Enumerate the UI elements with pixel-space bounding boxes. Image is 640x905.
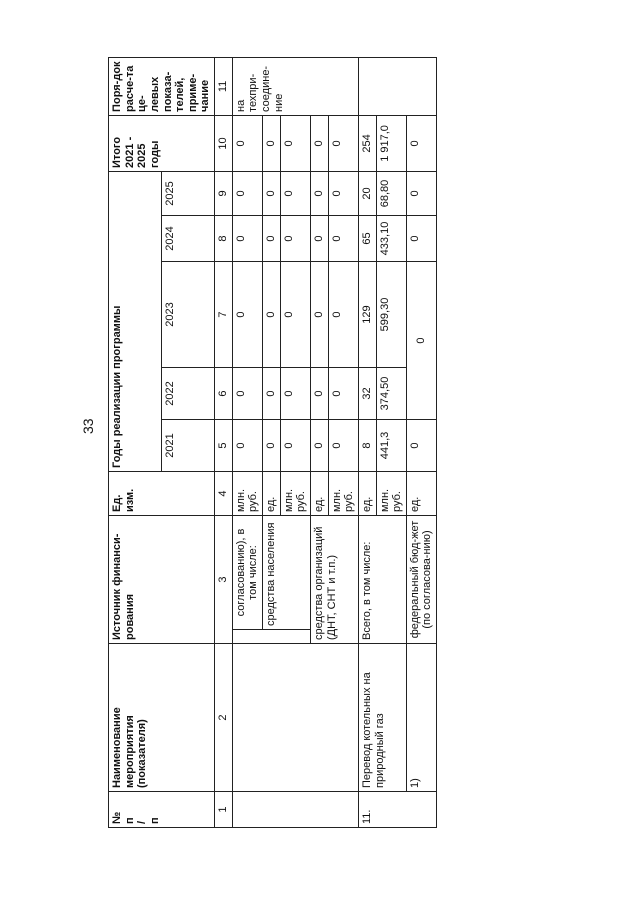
cell-value: 0: [310, 262, 328, 368]
cell-value: 0: [280, 420, 310, 472]
cell-value: 65: [358, 216, 376, 262]
table-row: [406, 57, 436, 827]
col-num-6: 6: [215, 368, 233, 420]
cell-unit: ед.: [406, 472, 436, 516]
cell-value: 0: [406, 262, 436, 420]
cell-value: 599,30: [376, 262, 406, 368]
year-2025: 2025: [162, 171, 215, 215]
year-2022: 2022: [162, 368, 215, 420]
cell-value: 0: [310, 368, 328, 420]
cell-value: 129: [358, 262, 376, 368]
header-source: Источник финанси-рования: [109, 516, 215, 644]
cell-value: 68,80: [376, 171, 406, 215]
cell-unit: млн. руб.: [280, 472, 310, 516]
header-years-title: Годы реализации программы: [109, 171, 162, 471]
cell-value: 0: [328, 368, 358, 420]
col-num-10: 10: [215, 115, 233, 171]
cell-value: 0: [310, 216, 328, 262]
cell-value: 0: [232, 420, 262, 472]
cell-value: 0: [328, 262, 358, 368]
year-2023: 2023: [162, 262, 215, 368]
cell-total: 0: [280, 115, 310, 171]
cell-unit: млн. руб.: [232, 472, 262, 516]
cell-value: 0: [232, 171, 262, 215]
cell-source: средства населения: [263, 516, 311, 630]
cell-total: 1 917,0: [376, 115, 406, 171]
cell-value: 433,10: [376, 216, 406, 262]
cell-value: 441,3: [376, 420, 406, 472]
cell-source: Всего, в том числе:: [358, 516, 406, 644]
cell-total: 0: [406, 115, 436, 171]
cell-value: 374,50: [376, 368, 406, 420]
col-num-4: 4: [215, 472, 233, 516]
header-note: Поря-док расче-та це-левых показа-телей, приме-чание: [109, 57, 215, 115]
col-num-9: 9: [215, 171, 233, 215]
header-no: № п / п: [109, 792, 215, 828]
cell-value: 20: [358, 171, 376, 215]
table-row: [232, 57, 262, 827]
cell-unit: ед.: [263, 472, 281, 516]
cell-value: 0: [263, 216, 281, 262]
cell-value: 0: [263, 368, 281, 420]
cell-value: 0: [310, 420, 328, 472]
col-num-3: 3: [215, 516, 233, 644]
cell-source: средства организаций (ДНТ, СНТ и т.п.): [310, 516, 358, 644]
cell-value: 0: [280, 171, 310, 215]
column-number-row: [215, 57, 233, 827]
cell-indent: [232, 630, 310, 644]
header-total: Итого 2021 - 2025 годы: [109, 115, 215, 171]
cell-value: 0: [406, 171, 436, 215]
cell-total: 0: [328, 115, 358, 171]
cell-value: 0: [232, 216, 262, 262]
cell-value: 32: [358, 368, 376, 420]
cell-value: 0: [263, 171, 281, 215]
cell-value: 0: [232, 368, 262, 420]
cell-source: федеральный бюд-жет (по согласова-нию): [406, 516, 436, 644]
cell-name: Перевод котельных на природный газ: [358, 644, 406, 792]
cell-value: 0: [280, 262, 310, 368]
cell-note: на техпри-соедине-ние: [232, 57, 358, 115]
cell-value: 0: [263, 262, 281, 368]
table-row: [358, 57, 376, 827]
col-num-7: 7: [215, 262, 233, 368]
cell-value: 0: [310, 171, 328, 215]
cell-unit: ед.: [310, 472, 328, 516]
header-name: Наименование мероприятия (показателя): [109, 644, 215, 792]
cell-value: 0: [406, 420, 436, 472]
page-number: 33: [80, 418, 96, 434]
cell-value: 0: [328, 171, 358, 215]
cell-no: [232, 792, 358, 828]
cell-value: 0: [280, 216, 310, 262]
cell-unit: ед.: [358, 472, 376, 516]
col-num-11: 11: [215, 57, 233, 115]
cell-name: [232, 644, 358, 792]
cell-value: 0: [280, 368, 310, 420]
cell-total: 254: [358, 115, 376, 171]
cell-unit: млн. руб.: [328, 472, 358, 516]
cell-note: [358, 57, 436, 115]
cell-value: 0: [406, 216, 436, 262]
header-unit: Ед. изм.: [109, 472, 215, 516]
col-num-8: 8: [215, 216, 233, 262]
col-num-1: 1: [215, 792, 233, 828]
program-table: [108, 57, 437, 828]
cell-unit: млн. руб.: [376, 472, 406, 516]
cell-no: 11.: [358, 792, 436, 828]
cell-total: 0: [310, 115, 328, 171]
col-num-5: 5: [215, 420, 233, 472]
cell-value: 0: [263, 420, 281, 472]
cell-value: 8: [358, 420, 376, 472]
cell-subnumber: 1): [406, 644, 436, 792]
cell-source: согласованию), в том числе:: [232, 516, 262, 630]
cell-total: 0: [263, 115, 281, 171]
cell-value: 0: [328, 420, 358, 472]
cell-total: 0: [232, 115, 262, 171]
cell-value: 0: [328, 216, 358, 262]
year-2024: 2024: [162, 216, 215, 262]
rotated-table-wrapper: [108, 58, 580, 828]
year-2021: 2021: [162, 420, 215, 472]
cell-value: 0: [232, 262, 262, 368]
col-num-2: 2: [215, 644, 233, 792]
